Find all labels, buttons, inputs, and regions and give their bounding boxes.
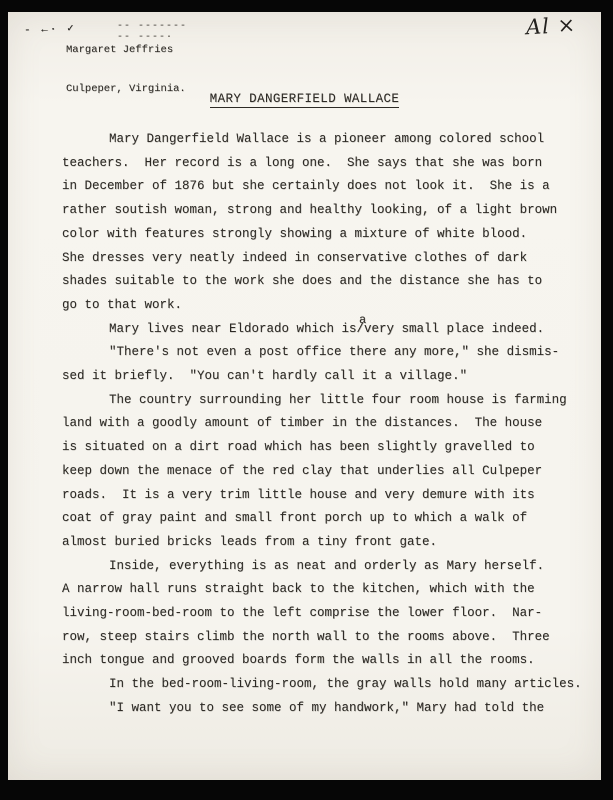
body-line: roads. It is a very trim little house and very demure with its bbox=[62, 487, 535, 502]
body-line: sed it briefly. "You can't hardly call it a village." bbox=[62, 369, 468, 384]
body-line: shades suitable to the work she does and the distance she has to bbox=[62, 274, 543, 289]
body-line: The country surrounding her little four room house is farming bbox=[109, 392, 567, 407]
body-line: land with a goodly amount of timber in the distances. The house bbox=[62, 416, 543, 431]
body-line: Mary lives near Eldorado which is/ a very small place indeed. bbox=[62, 318, 572, 342]
body-line: living-room-bed-room to the left comprise the lower floor. Nar- bbox=[62, 606, 543, 621]
body-line: She dresses very neatly indeed in conservative clothes of dark bbox=[62, 250, 528, 265]
body-line: keep down the menace of the red clay that underlies all Culpeper bbox=[62, 463, 543, 478]
body-line: is situated on a dirt road which has been slightly gravelled to bbox=[62, 440, 535, 455]
document-title-text: MARY DANGERFIELD WALLACE bbox=[209, 92, 400, 106]
body-line: go to that work. bbox=[62, 297, 183, 312]
body-line: in December of 1876 but she certainly does not look it. She is a bbox=[62, 179, 550, 194]
body-line: row, steep stairs climb the north wall to the rooms above. Three bbox=[62, 629, 550, 644]
body-line: Inside, everything is as neat and orderly as Mary herself. bbox=[109, 558, 545, 573]
handwritten-corner-mark: Al × bbox=[525, 12, 577, 40]
paper-sheet bbox=[8, 12, 601, 780]
body-line: teachers. Her record is a long one. She says that she was born bbox=[62, 155, 543, 170]
body-line: inch tongue and grooved boards form the walls in all the rooms. bbox=[62, 653, 535, 668]
author-address-block bbox=[66, 18, 186, 122]
struck-out-segment: -- ----· bbox=[117, 32, 174, 43]
body-line: "I want you to see some of my handwork," Mary had told the bbox=[109, 700, 545, 715]
body-line: coat of gray paint and small front porch up to which a walk of bbox=[62, 511, 528, 526]
body-line: rather soutish woman, strong and healthy looking, of a light brown bbox=[62, 203, 558, 218]
author-location: Culpeper, Virginia. bbox=[66, 83, 186, 95]
body-line: almost buried bricks leads from a tiny front gate. bbox=[62, 534, 438, 549]
body-line: color with features strongly showing a mixture of white blood. bbox=[62, 226, 528, 241]
body-line: "There's not even a post office there any more," she dismis- bbox=[109, 345, 560, 360]
inserted-letter: a bbox=[359, 312, 367, 327]
body-text bbox=[62, 128, 582, 721]
author-name: Margaret Jeffries bbox=[66, 44, 174, 56]
struck-out-segment: -- ------- bbox=[117, 21, 188, 32]
body-line: Mary Dangerfield Wallace is a pioneer among colored school bbox=[109, 132, 545, 146]
body-line: In the bed-room-living-room, the gray walls hold many articles. bbox=[109, 677, 582, 692]
body-line: A narrow hall runs straight back to the kitchen, which with the bbox=[62, 582, 535, 597]
pen-marks: - ←· ✓ bbox=[23, 23, 76, 37]
document-title bbox=[8, 92, 601, 106]
